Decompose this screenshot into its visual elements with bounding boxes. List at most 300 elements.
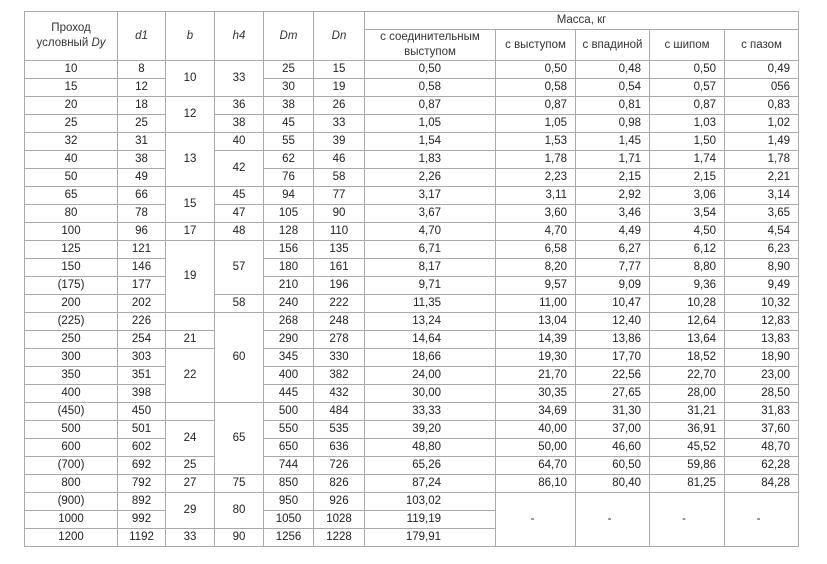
table-cell: 7,77 [576, 259, 650, 277]
table-cell: 800 [25, 475, 118, 493]
table-cell: 25 [264, 61, 314, 79]
table-row [25, 223, 799, 241]
table-cell: 1,50 [650, 133, 725, 151]
table-cell: 80,40 [576, 475, 650, 493]
table-cell: 46,60 [576, 439, 650, 457]
table-cell: 12 [166, 97, 215, 133]
table-cell: 382 [314, 367, 365, 385]
table-cell: - [725, 493, 799, 547]
table-cell: 128 [264, 223, 314, 241]
table-cell: 202 [118, 295, 166, 313]
table-cell: 196 [314, 277, 365, 295]
table-cell: 12 [118, 79, 166, 97]
table-cell: 222 [314, 295, 365, 313]
table-cell: 47 [215, 205, 264, 223]
table-cell: 0,54 [576, 79, 650, 97]
table-cell: 13,86 [576, 331, 650, 349]
table-cell: 146 [118, 259, 166, 277]
table-cell: 22,56 [576, 367, 650, 385]
table-cell: 18,66 [365, 349, 496, 367]
table-cell: 1192 [118, 529, 166, 547]
table-row [25, 331, 799, 349]
table-row [25, 79, 799, 97]
table-cell: 45 [215, 187, 264, 205]
table-cell: 42 [215, 151, 264, 187]
table-cell: 210 [264, 277, 314, 295]
table-cell: 45,52 [650, 439, 725, 457]
table-cell: 86,10 [496, 475, 576, 493]
table-cell: 8,80 [650, 259, 725, 277]
table-cell: 950 [264, 493, 314, 511]
table-row [25, 259, 799, 277]
table-cell: 1028 [314, 511, 365, 529]
table-row [25, 475, 799, 493]
table-cell: 1,53 [496, 133, 576, 151]
table-cell: 0,57 [650, 79, 725, 97]
table-cell: 30,35 [496, 385, 576, 403]
table-cell: 22,70 [650, 367, 725, 385]
table-cell: 25 [25, 115, 118, 133]
table-cell: 39 [314, 133, 365, 151]
table-cell: 77 [314, 187, 365, 205]
table-cell: 57 [215, 241, 264, 295]
table-cell: 345 [264, 349, 314, 367]
table-cell: 254 [118, 331, 166, 349]
table-cell: 926 [314, 493, 365, 511]
table-cell: 8,90 [725, 259, 799, 277]
table-cell: 0,49 [725, 61, 799, 79]
table-cell: 90 [215, 529, 264, 547]
table-row [25, 205, 799, 223]
header-dn: Dn [314, 12, 365, 61]
table-cell: 24 [166, 421, 215, 457]
table-cell: 12,64 [650, 313, 725, 331]
table-cell: 550 [264, 421, 314, 439]
table-cell: 17 [166, 223, 215, 241]
table-cell: 303 [118, 349, 166, 367]
table-cell: 1,45 [576, 133, 650, 151]
table-cell: (225) [25, 313, 118, 331]
header-prohod-line2: условный [36, 37, 89, 49]
table-cell: 100 [25, 223, 118, 241]
table-row [25, 439, 799, 457]
table-cell: 64,70 [496, 457, 576, 475]
table-cell: 31,30 [576, 403, 650, 421]
table-cell: 400 [25, 385, 118, 403]
table-cell: 29 [166, 493, 215, 529]
table-cell: 10 [25, 61, 118, 79]
table-cell: 432 [314, 385, 365, 403]
table-row [25, 349, 799, 367]
table-cell: 248 [314, 313, 365, 331]
table-cell: 80 [215, 493, 264, 529]
table-cell: 49 [118, 169, 166, 187]
table-cell: 34,69 [496, 403, 576, 421]
table-cell: 78 [118, 205, 166, 223]
table-cell: 300 [25, 349, 118, 367]
table-cell: 330 [314, 349, 365, 367]
table-cell: 150 [25, 259, 118, 277]
table-cell: 10,32 [725, 295, 799, 313]
table-row [25, 457, 799, 475]
table-cell: 0,58 [365, 79, 496, 97]
header-prohod-dy: Dy [91, 37, 106, 49]
table-cell: 60,50 [576, 457, 650, 475]
table-cell: 1,78 [725, 151, 799, 169]
table-cell [166, 313, 215, 331]
table-cell: 1,71 [576, 151, 650, 169]
table-cell: 6,58 [496, 241, 576, 259]
table-cell: 31,21 [650, 403, 725, 421]
table-cell: 21 [166, 331, 215, 349]
table-cell: 226 [118, 313, 166, 331]
flange-spec-table [24, 11, 799, 547]
table-cell: 200 [25, 295, 118, 313]
table-cell: 9,71 [365, 277, 496, 295]
table-cell: 135 [314, 241, 365, 259]
table-cell: 13 [166, 133, 215, 187]
table-cell: 14,39 [496, 331, 576, 349]
table-cell: 90 [314, 205, 365, 223]
table-cell: 600 [25, 439, 118, 457]
table-cell: 39,20 [365, 421, 496, 439]
table-cell: 96 [118, 223, 166, 241]
table-cell: 1200 [25, 529, 118, 547]
table-cell: 36 [215, 97, 264, 115]
table-cell: 15 [314, 61, 365, 79]
table-cell: 12,40 [576, 313, 650, 331]
table-cell: 11,00 [496, 295, 576, 313]
table-row [25, 385, 799, 403]
table-row [25, 115, 799, 133]
table-cell: 65 [215, 403, 264, 475]
table-cell: 8 [118, 61, 166, 79]
table-cell: 19 [314, 79, 365, 97]
table-cell: 30 [264, 79, 314, 97]
table-cell: 33 [314, 115, 365, 133]
table-row [25, 241, 799, 259]
table-cell: 250 [25, 331, 118, 349]
table-cell: 501 [118, 421, 166, 439]
table-row [25, 97, 799, 115]
table-cell: 792 [118, 475, 166, 493]
table-cell: 268 [264, 313, 314, 331]
table-cell: 445 [264, 385, 314, 403]
table-cell: 46 [314, 151, 365, 169]
table-cell: 14,64 [365, 331, 496, 349]
table-cell: 0,50 [650, 61, 725, 79]
table-cell: 4,70 [496, 223, 576, 241]
table-cell: 37,00 [576, 421, 650, 439]
table-cell: 1,78 [496, 151, 576, 169]
table-cell: 65,26 [365, 457, 496, 475]
table-cell: 1050 [264, 511, 314, 529]
table-cell: 650 [264, 439, 314, 457]
table-cell: 8,20 [496, 259, 576, 277]
table-cell: 121 [118, 241, 166, 259]
table-cell: 13,83 [725, 331, 799, 349]
table-cell: 30,00 [365, 385, 496, 403]
table-row [25, 493, 799, 511]
table-cell: 1228 [314, 529, 365, 547]
table-cell: 36,91 [650, 421, 725, 439]
table-cell: 23,00 [725, 367, 799, 385]
header-mass: Масса, кг [365, 12, 799, 30]
table-row [25, 367, 799, 385]
table-cell: 48,80 [365, 439, 496, 457]
table-cell: 31,83 [725, 403, 799, 421]
table-cell: 1000 [25, 511, 118, 529]
table-cell: 4,49 [576, 223, 650, 241]
table-cell: (450) [25, 403, 118, 421]
table-cell: 119,19 [365, 511, 496, 529]
table-cell: 33 [166, 529, 215, 547]
table-cell: 1,74 [650, 151, 725, 169]
table-row [25, 133, 799, 151]
table-cell: 15 [25, 79, 118, 97]
table-cell: 9,49 [725, 277, 799, 295]
table-cell: 13,24 [365, 313, 496, 331]
table-cell: 21,70 [496, 367, 576, 385]
table-cell: 850 [264, 475, 314, 493]
header-b: b [166, 12, 215, 61]
table-cell: 056 [725, 79, 799, 97]
table-cell: 535 [314, 421, 365, 439]
table-cell: 692 [118, 457, 166, 475]
table-cell: 2,23 [496, 169, 576, 187]
table-cell: 33 [215, 61, 264, 97]
table-cell: 826 [314, 475, 365, 493]
table-cell: 892 [118, 493, 166, 511]
table-cell: 290 [264, 331, 314, 349]
table-cell: 6,23 [725, 241, 799, 259]
table-cell: 3,17 [365, 187, 496, 205]
header-mass-col-2: с впадиной [576, 30, 650, 61]
table-cell: 6,12 [650, 241, 725, 259]
table-cell: 18,90 [725, 349, 799, 367]
table-cell: 33,33 [365, 403, 496, 421]
table-cell: 0,87 [650, 97, 725, 115]
table-cell: 744 [264, 457, 314, 475]
table-cell: 0,87 [365, 97, 496, 115]
table-body [25, 61, 799, 547]
table-cell: 50,00 [496, 439, 576, 457]
header-prohod-line1: Проход [51, 22, 91, 34]
table-cell: 48 [215, 223, 264, 241]
header-mass-col-0: с соединительным выступом [365, 30, 496, 61]
table-cell: 9,36 [650, 277, 725, 295]
table-cell: 27,65 [576, 385, 650, 403]
table-cell: 25 [166, 457, 215, 475]
table-cell [166, 403, 215, 421]
table-cell: 161 [314, 259, 365, 277]
table-cell: 0,81 [576, 97, 650, 115]
table-cell: 13,64 [650, 331, 725, 349]
header-mass-col-3: с шипом [650, 30, 725, 61]
table-cell: 2,26 [365, 169, 496, 187]
table-cell: 24,00 [365, 367, 496, 385]
table-cell: 992 [118, 511, 166, 529]
table-cell: 350 [25, 367, 118, 385]
table-cell: 15 [166, 187, 215, 223]
table-cell: 17,70 [576, 349, 650, 367]
table-cell: 10,47 [576, 295, 650, 313]
table-cell: 12,83 [725, 313, 799, 331]
table-cell: 179,91 [365, 529, 496, 547]
table-cell: 22 [166, 349, 215, 403]
table-cell: 1,03 [650, 115, 725, 133]
table-cell: 400 [264, 367, 314, 385]
table-row [25, 295, 799, 313]
table-cell: 80 [25, 205, 118, 223]
table-cell: 26 [314, 97, 365, 115]
table-cell: 9,57 [496, 277, 576, 295]
table-row [25, 187, 799, 205]
table-cell: 19,30 [496, 349, 576, 367]
table-cell: 10,28 [650, 295, 725, 313]
table-cell: 48,70 [725, 439, 799, 457]
table-cell: 84,28 [725, 475, 799, 493]
table-cell: 156 [264, 241, 314, 259]
table-cell: 40 [25, 151, 118, 169]
table-cell: 25 [118, 115, 166, 133]
table-cell: 0,50 [496, 61, 576, 79]
table-cell: 65 [25, 187, 118, 205]
table-cell: 4,54 [725, 223, 799, 241]
table-cell: 87,24 [365, 475, 496, 493]
table-cell: 60 [215, 313, 264, 403]
table-cell: 2,21 [725, 169, 799, 187]
table-row [25, 403, 799, 421]
table-cell: 62 [264, 151, 314, 169]
table-cell: 1,05 [496, 115, 576, 133]
table-cell: 450 [118, 403, 166, 421]
table-cell: 55 [264, 133, 314, 151]
table-cell: (900) [25, 493, 118, 511]
table-cell: 45 [264, 115, 314, 133]
table-cell: 59,86 [650, 457, 725, 475]
table-cell: 19 [166, 241, 215, 313]
table-cell: 240 [264, 295, 314, 313]
table-cell: 726 [314, 457, 365, 475]
table-cell: 18 [118, 97, 166, 115]
table-cell: 484 [314, 403, 365, 421]
table-cell: 3,60 [496, 205, 576, 223]
header-h4: h4 [215, 12, 264, 61]
table-cell: 0,98 [576, 115, 650, 133]
table-cell: 20 [25, 97, 118, 115]
header-d1: d1 [118, 12, 166, 61]
table-cell: 11,35 [365, 295, 496, 313]
table-cell: 81,25 [650, 475, 725, 493]
table-cell: 1256 [264, 529, 314, 547]
table-cell: 3,65 [725, 205, 799, 223]
header-mass-col-4: с пазом [725, 30, 799, 61]
table-cell: 500 [25, 421, 118, 439]
table-cell: 13,04 [496, 313, 576, 331]
table-cell: 177 [118, 277, 166, 295]
table-cell: 3,54 [650, 205, 725, 223]
table-cell: 4,50 [650, 223, 725, 241]
table-cell: 31 [118, 133, 166, 151]
table-cell: 398 [118, 385, 166, 403]
table-cell: 32 [25, 133, 118, 151]
table-cell: 0,83 [725, 97, 799, 115]
table-cell: 351 [118, 367, 166, 385]
table-cell: 40 [215, 133, 264, 151]
table-cell: 4,70 [365, 223, 496, 241]
table-cell: 8,17 [365, 259, 496, 277]
table-cell: 3,11 [496, 187, 576, 205]
table-cell: 10 [166, 61, 215, 97]
table-cell: (175) [25, 277, 118, 295]
table-cell: 1,02 [725, 115, 799, 133]
table-cell: 28,50 [725, 385, 799, 403]
table-cell: 28,00 [650, 385, 725, 403]
table-cell: 636 [314, 439, 365, 457]
table-cell: 94 [264, 187, 314, 205]
table-cell: 75 [215, 475, 264, 493]
table-cell: 103,02 [365, 493, 496, 511]
table-cell: (700) [25, 457, 118, 475]
table-cell: 110 [314, 223, 365, 241]
table-cell: 66 [118, 187, 166, 205]
table-cell: 37,60 [725, 421, 799, 439]
table-cell: 18,52 [650, 349, 725, 367]
table-cell: 3,67 [365, 205, 496, 223]
table-cell: - [496, 493, 576, 547]
table-row [25, 61, 799, 79]
table-cell: 9,09 [576, 277, 650, 295]
table-cell: 38 [215, 115, 264, 133]
table-cell: 27 [166, 475, 215, 493]
table-cell: 1,05 [365, 115, 496, 133]
table-cell: 58 [215, 295, 264, 313]
table-cell: 0,58 [496, 79, 576, 97]
table-cell: 602 [118, 439, 166, 457]
table-cell: 3,46 [576, 205, 650, 223]
table-cell: 38 [264, 97, 314, 115]
table-cell: 1,49 [725, 133, 799, 151]
table-cell: 0,87 [496, 97, 576, 115]
table-row [25, 313, 799, 331]
table-cell: 58 [314, 169, 365, 187]
table-cell: 6,71 [365, 241, 496, 259]
table-cell: - [576, 493, 650, 547]
table-cell: 0,48 [576, 61, 650, 79]
table-cell: 38 [118, 151, 166, 169]
table-row [25, 169, 799, 187]
table-cell: 50 [25, 169, 118, 187]
table-cell: 2,15 [576, 169, 650, 187]
table-cell: 0,50 [365, 61, 496, 79]
table-cell: 3,14 [725, 187, 799, 205]
table-cell: 1,54 [365, 133, 496, 151]
table-cell: - [650, 493, 725, 547]
table-cell: 3,06 [650, 187, 725, 205]
table-cell: 62,28 [725, 457, 799, 475]
table-cell: 2,15 [650, 169, 725, 187]
table-cell: 125 [25, 241, 118, 259]
table-row [25, 421, 799, 439]
table-cell: 180 [264, 259, 314, 277]
table-cell: 500 [264, 403, 314, 421]
table-cell: 105 [264, 205, 314, 223]
header-row-1 [25, 12, 799, 30]
table-cell: 2,92 [576, 187, 650, 205]
header-mass-col-1: с выступом [496, 30, 576, 61]
table-row [25, 151, 799, 169]
